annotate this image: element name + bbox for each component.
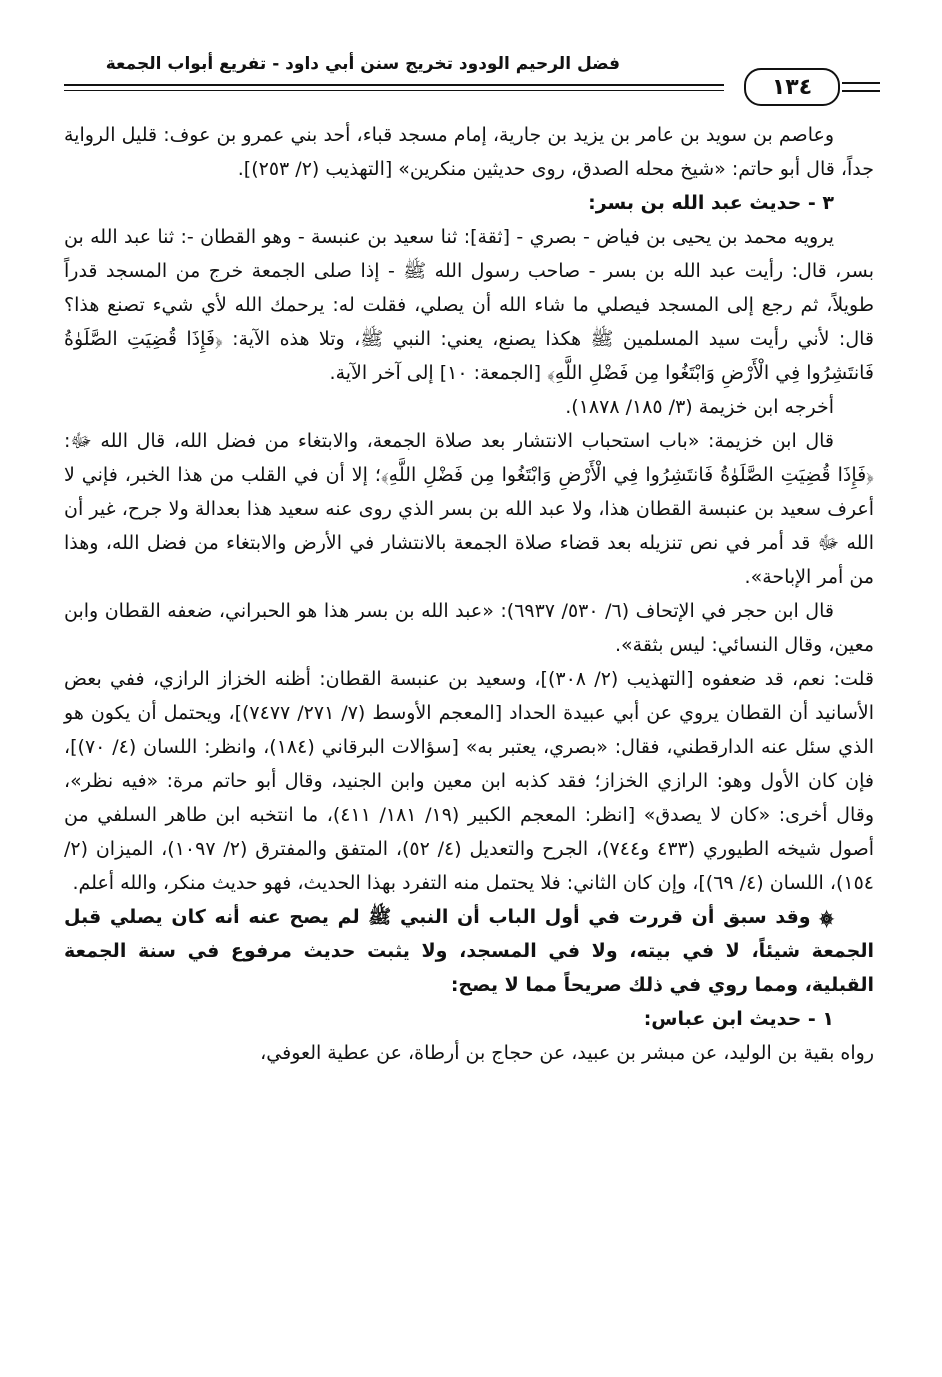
section-heading-ibn-abbas: ١ - حديث ابن عباس: <box>643 1008 834 1030</box>
paragraph-author-comment: قلت: نعم، قد ضعفوه [التهذيب (٢/ ٣٠٨)]، وسعيد بن عنبسة القطان: أظنه الخزاز الرازي، ففي بعض الأسانيد أن القطان يروي عن أبي عبيدة الحداد [المعجم الأوسط (٧/ ٢٧١/ ٧٤٧٧)]، ويحتمل أن يكون هو الذي سئل عنه الدارقطني، فقال: «بصري، يعتبر به» [سؤالات البرقاني (١٨٤)، وانظر: اللسان (٤/ ٧٠)]، فإن كان الأول وهو: الرازي الخزاز؛ فقد كذبه ابن معين وابن الجنيد، وقال أبو حاتم مرة: «فيه نظر»، وقال أخرى: «كان لا يصدق» [انظر: المعجم الكبير (١٩/ ١٨١/ ٤١١)، ما انتخبه ابن طاهر السلفي من أصول شيخه الطيوري (٤٣٣ و٧٤٤)، الجرح والتعديل (٤/ ٥٢)، المتفق والمفترق (٢/ ١٠٩٧)، الميزان (٢/ ١٥٤)، اللسان (٤/ ٦٩)]، وإن كان الثاني: فلا يحتمل منه التفرد بهذا الحديث، فهو حديث منكر، والله أعلم. <box>64 668 874 894</box>
paragraph-takhrij: أخرجه ابن خزيمة (٣/ ١٨٥/ ١٨٧٨). <box>565 396 834 418</box>
header-rule-top <box>64 84 724 86</box>
page-number: ١٣٤ <box>744 68 840 106</box>
header-rule-bottom <box>64 90 724 91</box>
section-heading-abdullah-ibn-busr: ٣ - حديث عبد الله بن بسر: <box>588 192 834 214</box>
header-dash-top <box>842 82 880 84</box>
paragraph-hadith-text: يرويه محمد بن يحيى بن فياض - بصري - [ثقة]: ثنا سعيد بن عنبسة - وهو القطان -: ثنا عبد الله بن بسر، قال: رأيت عبد الله بن بسر - صاحب رسول الله ﷺ - إذا صلى الجمعة خرج من المسجد قدراً طويلاً، ثم رجع إلى المسجد فيصلي ما شاء الله أن يصلي، فقلت له: يرحمك الله لأي شيء تصنع هذا؟ قال: لأني رأيت سيد المسلمين ﷺ هكذا يصنع، يعني: النبي ﷺ، وتلا هذه الآية: ﴿فَإِذَا قُضِيَتِ الصَّلَوٰةُ فَانتَشِرُوا فِي الْأَرْضِ وَابْتَغُوا مِن فَضْلِ اللَّهِ﴾ [الجمعة: ١٠] إلى آخر الآية. <box>64 226 874 384</box>
header-dash-bottom <box>842 90 880 92</box>
running-header-title: فضل الرحيم الودود تخريج سنن أبي داود - تفريع أبواب الجمعة <box>105 54 620 74</box>
paragraph-ibn-abbas-chain: رواه بقية بن الوليد، عن مبشر بن عبيد، عن حجاج بن أرطاة، عن عطية العوفي، <box>260 1042 874 1064</box>
paragraph-qabliyyah-note: ۞ وقد سبق أن قررت في أول الباب أن النبي ﷺ لم يصح عنه أنه كان يصلي قبل الجمعة شيئاً، لا في بيته، ولا في المسجد، ولا يثبت حديث مرفوع في سنة الجمعة القبلية، ومما روي في ذلك صريحاً مما لا يصح: <box>64 906 874 996</box>
paragraph-ibn-hajar: قال ابن حجر في الإتحاف (٦/ ٥٣٠/ ٦٩٣٧): «عبد الله بن بسر هذا هو الحبراني، ضعفه القطان وابن معين، وقال النسائي: ليس بثقة». <box>64 600 874 656</box>
paragraph-narrator-note: وعاصم بن سويد بن عامر بن يزيد بن جارية، إمام مسجد قباء، أحد بني عمرو بن عوف: قليل الرواية جداً، قال أبو حاتم: «شيخ محله الصدق، روى حديثين منكرين» [التهذيب (٢/ ٢٥٣)]. <box>64 124 874 180</box>
main-text <box>64 118 874 1070</box>
paragraph-ibn-khuzaymah: قال ابن خزيمة: «باب استحباب الانتشار بعد صلاة الجمعة، والابتغاء من فضل الله، قال الله ﷻ: ﴿فَإِذَا قُضِيَتِ الصَّلَوٰةُ فَانتَشِرُوا فِي الْأَرْضِ وَابْتَغُوا مِن فَضْلِ اللَّهِ﴾؛ إلا أن في القلب من هذا الخبر، فإني لا أعرف سعيد بن عنبسة القطان هذا، ولا عبد الله بن بسر الذي روى عنه سعيد هذا بعدالة ولا جرح، غير أن الله ﷻ قد أمر في نص تنزيله بعد قضاء صلاة الجمعة بالانتشار في الأرض والابتغاء من فضل الله، وهذا من أمر الإباحة». <box>64 430 874 588</box>
